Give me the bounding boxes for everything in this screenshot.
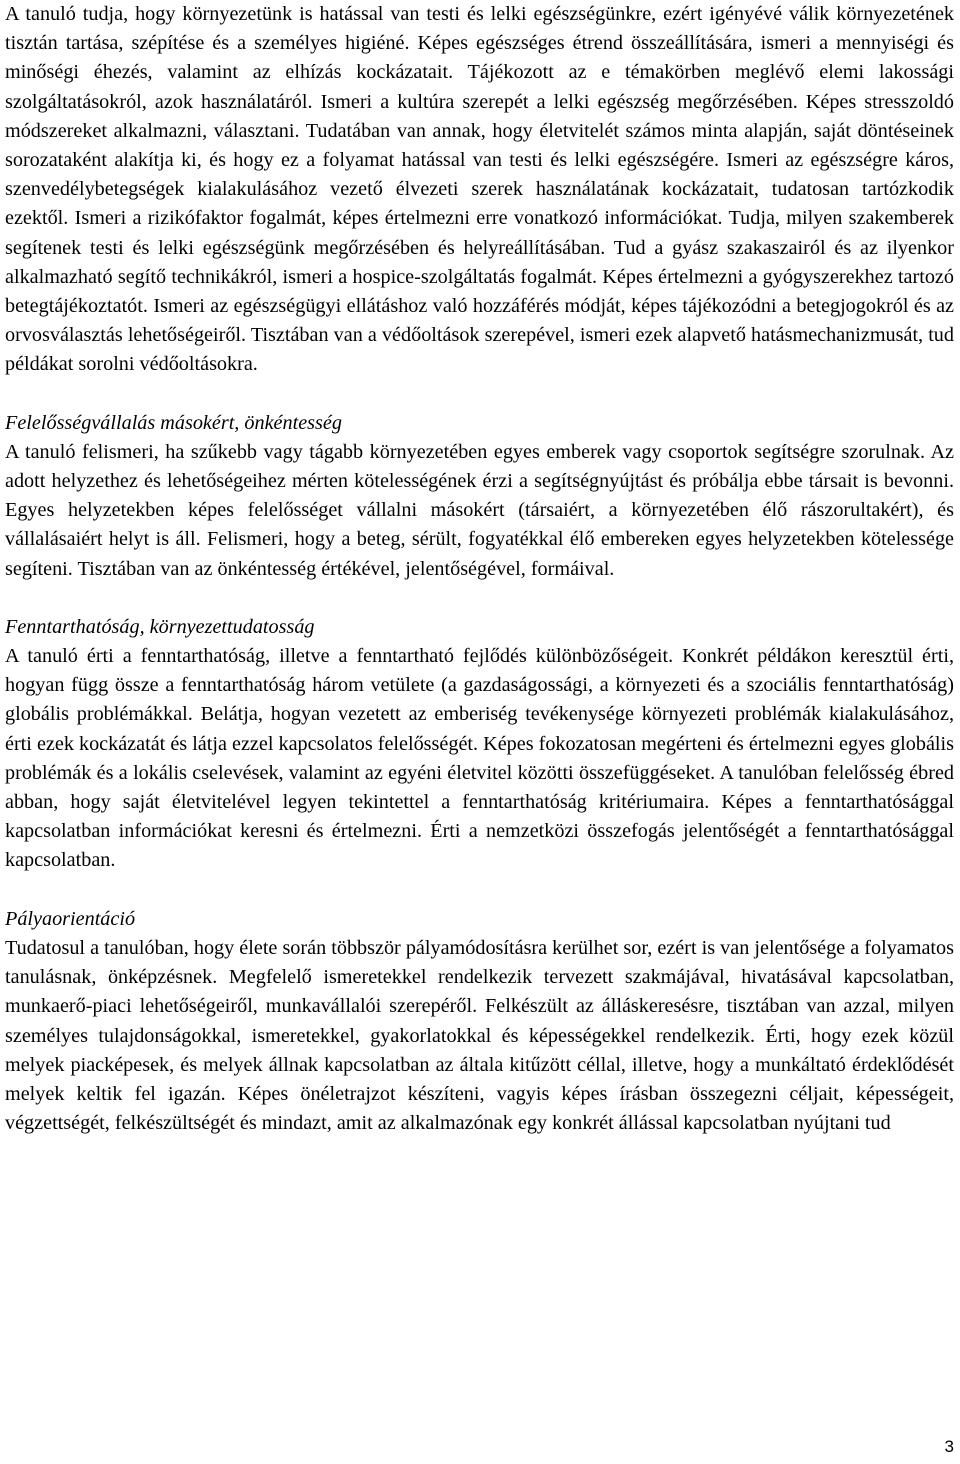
section-gap xyxy=(5,876,954,905)
document-page xyxy=(5,0,954,1138)
section-heading-career: Pályaorientáció xyxy=(5,907,136,930)
section-paragraph-volunteering: A tanuló felismeri, ha szűkebb vagy tágabb környezetében egyes emberek vagy csoportok segítségre szorulnak. Az adott helyzethez és lehetőségeihez mérten kötelességének érzi a segítségnyújtást és próbálja ebbe társait is bevonni. Egyes helyzetekben képes felelősséget vállalni másokért (társaiért, a környezetében élő rászorultakért), és vállalásaiért helyt is áll. Felismeri, hogy a beteg, sérült, fogyatékkal élő embereken egyes helyzetekben kötelessége segíteni. Tisztában van az önkéntesség értékével, jelentőségével, formáival. xyxy=(5,440,954,580)
section-gap xyxy=(5,584,954,613)
section-paragraph-career: Tudatosul a tanulóban, hogy élete során többször pályamódosításra kerülhet sor, ezért is van jelentősége a folyamatos tanulásnak, önképzésnek. Megfelelő ismeretekkel rendelkezik tervezett szakmájával, hivatásával kapcsolatban, munkaerő-piaci lehetőségeiről, munkavállalói szerepéről. Felkészült az álláskeresésre, tisztában van azzal, milyen személyes tulajdonságokkal, ismeretekkel, gyakorlatokkal és képességekkel rendelkezik. Érti, hogy ezek közül melyek piacképesek, és melyek állnak kapcsolatban az általa kitűzött céllal, illetve, hogy a munkáltató érdeklődését melyek keltik fel igazán. Képes önéletrajzot készíteni, vagyis képes írásban összegezni céljait, képességeit, végzettségét, felkészültségét és mindazt, amit az alkalmazónak egy konkrét állással kapcsolatban nyújtani tud xyxy=(5,936,954,1135)
section-heading-volunteering: Felelősségvállalás másokért, önkéntesség xyxy=(5,411,342,434)
section-gap xyxy=(5,380,954,409)
section-paragraph-sustainability: A tanuló érti a fenntarthatóság, illetve a fenntartható fejlődés különbözőségeit. Konkrét példákon keresztül érti, hogyan függ össze a fenntarthatóság három vetülete (a gazdaságossági, a környezeti és a szociális fenntarthatóság) globális problémákkal. Belátja, hogyan vezetett az emberiség tevékenysége környezeti problémák kialakulásához, érti ezek kockázatát és látja ezzel kapcsolatos felelősségét. Képes fokozatosan megérteni és értelmezni egyes globális problémák és a lokális cselevések, valamint az egyéni életvitel közötti összefüggéseket. A tanulóban felelősség ébred abban, hogy saját életvitelével legyen tekintettel a fenntarthatóság kritériumaira. Képes a fenntarthatósággal kapcsolatban információkat keresni és értelmezni. Érti a nemzetközi összefogás jelentőségét a fenntarthatósággal kapcsolatban. xyxy=(5,645,954,872)
section-heading-sustainability: Fenntarthatóság, környezettudatosság xyxy=(5,615,315,638)
intro-paragraph: A tanuló tudja, hogy környezetünk is hatással van testi és lelki egészségünkre, ezért igényévé válik környezetének tisztán tartása, szépítése és a személyes higiéné. Képes egészséges étrend összeállítására, ismeri a mennyiségi és minőségi éhezés, valamint az elhízás kockázatait. Tájékozott az e témakörben meglévő elemi lakossági szolgáltatásokról, azok használatáról. Ismeri a kultúra szerepét a lelki egészség megőrzésében. Képes stresszoldó módszereket alkalmazni, választani. Tudatában van annak, hogy életvitelét számos minta alapján, saját döntéseinek sorozataként alakítja ki, és hogy ez a folyamat hatással van testi és lelki egészségére. Ismeri az egészségre káros, szenvedélybetegségek kialakulásához vezető élvezeti szerek használatának kockázatait, tudatosan tartózkodik ezektől. Ismeri a rizikófaktor fogalmát, képes értelmezni erre vonatkozó információkat. Tudja, milyen szakemberek segítenek testi és lelki egészségünk megőrzésében és helyreállításában. Tud a gyász szakaszairól és az ilyenkor alkalmazható segítő technikákról, ismeri a hospice-szolgáltatás fogalmát. Képes értelmezni a gyógyszerekhez tartozó betegtájékoztatót. Ismeri az egészségügyi ellátáshoz való hozzáférés módját, képes tájékozódni a betegjogokról és az orvosválasztás lehetőségeiről. Tisztában van a védőoltások szerepével, ismeri ezek alapvető hatásmechanizmusát, tud példákat sorolni védőoltásokra. xyxy=(5,3,954,376)
page-number: 3 xyxy=(944,1437,954,1456)
